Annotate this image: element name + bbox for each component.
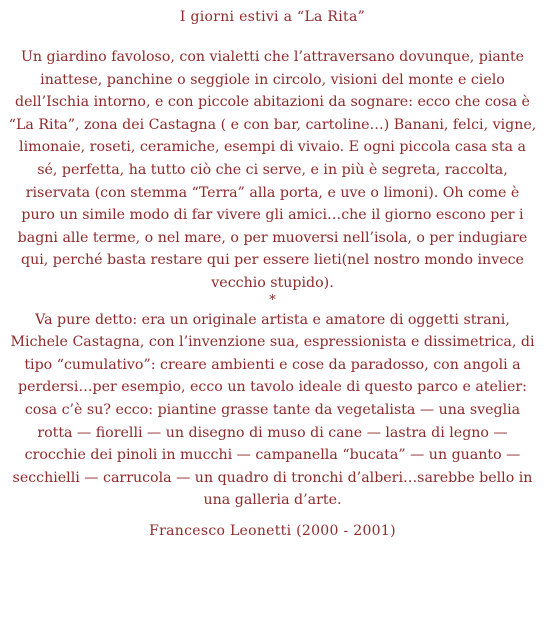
section-separator: * <box>269 292 276 308</box>
document-title: I giorni estivi a “La Rita” <box>179 9 366 25</box>
paragraph-castagna: Va pure detto: era un originale artista e amatore di oggetti strani, Michele Castagna, con l’invenzione sua, espressionista e dissimetrica, di tipo “cumulativo”: creare ambienti e cose da paradosso, con angoli a perdersi…per esempio, ecco un tavolo ideale di questo parco e atelier: cosa c’è su? ecco: piantine grasse tante da vegetalista — una sveglia rotta — fiorelli — un disegno di muso di cane — lastra di legno — crocchie dei pinoli in mucchi — campanella “bucata” — un guanto — secchielli — carrucola — un quadro di tronchi d’alberi…sarebbe bello in una galleria d’arte. <box>10 311 535 509</box>
paragraph-intro: Un giardino favoloso, con vialetti che l’attraversano dovunque, piante inattese, panchine o seggiole in circolo, visioni del monte e cielo dell’Ischia intorno, e con piccole abitazioni da sognare: ecco che cosa è “La Rita”, zona dei Castagna ( e con bar, cartoline…) Banani, felci, vigne, limonaie, roseti, ceramiche, esempi di vivaio. E ogni piccola casa sta a sé, perfetta, ha tutto ciò che ci serve, e in più è segreta, raccolta, riservata (con stemma “Terra” alla porta, e uve o limoni). Oh come è puro un simile modo di far vivere gli amici…che il giorno escono per i bagni alle terme, o nel mare, o per muoversi nell’isola, o per indugiare qui, perché basta restare qui per essere lieti(nel nostro mondo invece vecchio stupido). <box>8 49 537 291</box>
author-signature: Francesco Leonetti (2000 - 2001) <box>149 522 396 539</box>
